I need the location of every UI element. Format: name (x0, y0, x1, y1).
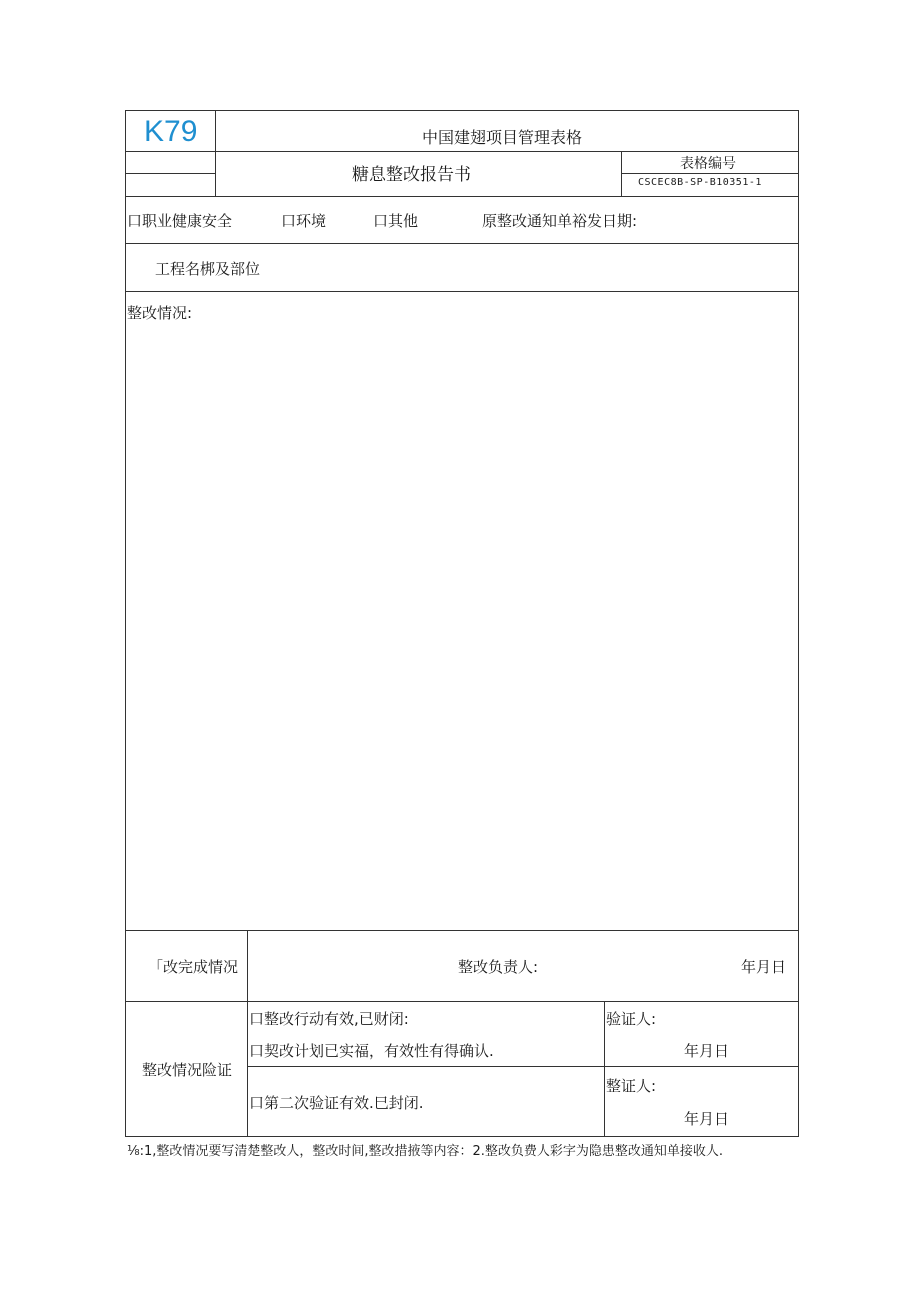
header-bottom-line (125, 196, 799, 197)
form-code-value: CSCEC8B-SP-B10351-1 (638, 177, 762, 188)
verification-date-1: 年月日 (684, 1042, 730, 1060)
footnote: ⅛:1,整改情况要写清楚整改人，整改时间,整改措掖等内容：2.整改负费人彩字为隐患整改通知单接收人. (127, 1144, 724, 1159)
header-divider-logo-2 (125, 173, 216, 174)
header-divider-logo-1 (125, 151, 216, 152)
rectification-situation-label: 整改情况: (127, 304, 193, 322)
form-code-label: 表格编号 (680, 156, 736, 172)
situation-area-bottom (125, 930, 799, 931)
header-divider-code (621, 151, 622, 197)
checkbox-occupational-health[interactable]: 口职业健康安全 (127, 212, 233, 230)
company-logo: K79 (144, 115, 198, 148)
form-title: 糖息整改报告书 (352, 165, 471, 185)
project-name-label: 工程名梆及部位 (155, 260, 261, 278)
checkbox-other[interactable]: 口其他 (373, 212, 419, 230)
verification-label: 整改情况险证 (142, 1061, 233, 1079)
responsible-person-label: 整改负责人: (458, 958, 539, 976)
label-column-divider (247, 930, 248, 1137)
header-divider-code-inner (621, 173, 799, 174)
verifier-column-divider (604, 1001, 605, 1137)
table-border-top (125, 110, 799, 111)
header-divider-title (215, 151, 799, 152)
completion-date-label: 年月日 (741, 958, 787, 976)
table-border-left (125, 110, 126, 1137)
checkbox-second-verification[interactable]: 口第二次验证有效.巳封闭. (249, 1094, 424, 1112)
checkbox-environment[interactable]: 口环境 (281, 212, 327, 230)
checkbox-plan-implemented[interactable]: 口契改计划已实福，有效性有得确认. (249, 1042, 494, 1060)
table-border-right (798, 110, 799, 1137)
completion-status-label: 「改完成情况 (148, 958, 239, 976)
org-form-title: 中国建翅项目管理表格 (422, 128, 583, 147)
verification-date-2: 年月日 (684, 1110, 730, 1128)
category-row-bottom (125, 243, 799, 244)
verification-mid-line (247, 1066, 799, 1067)
checkbox-action-effective[interactable]: 口整改行动有效,已财闭: (249, 1010, 409, 1028)
header-divider-logo (215, 110, 216, 197)
verifier-2-label: 整证人: (606, 1077, 657, 1095)
verifier-1-label: 验证人: (606, 1010, 657, 1028)
table-border-bottom (125, 1136, 799, 1137)
project-row-bottom (125, 291, 799, 292)
notice-issue-date-label: 原整改通知单裕发日期: (482, 212, 638, 230)
completion-row-bottom (125, 1001, 799, 1002)
